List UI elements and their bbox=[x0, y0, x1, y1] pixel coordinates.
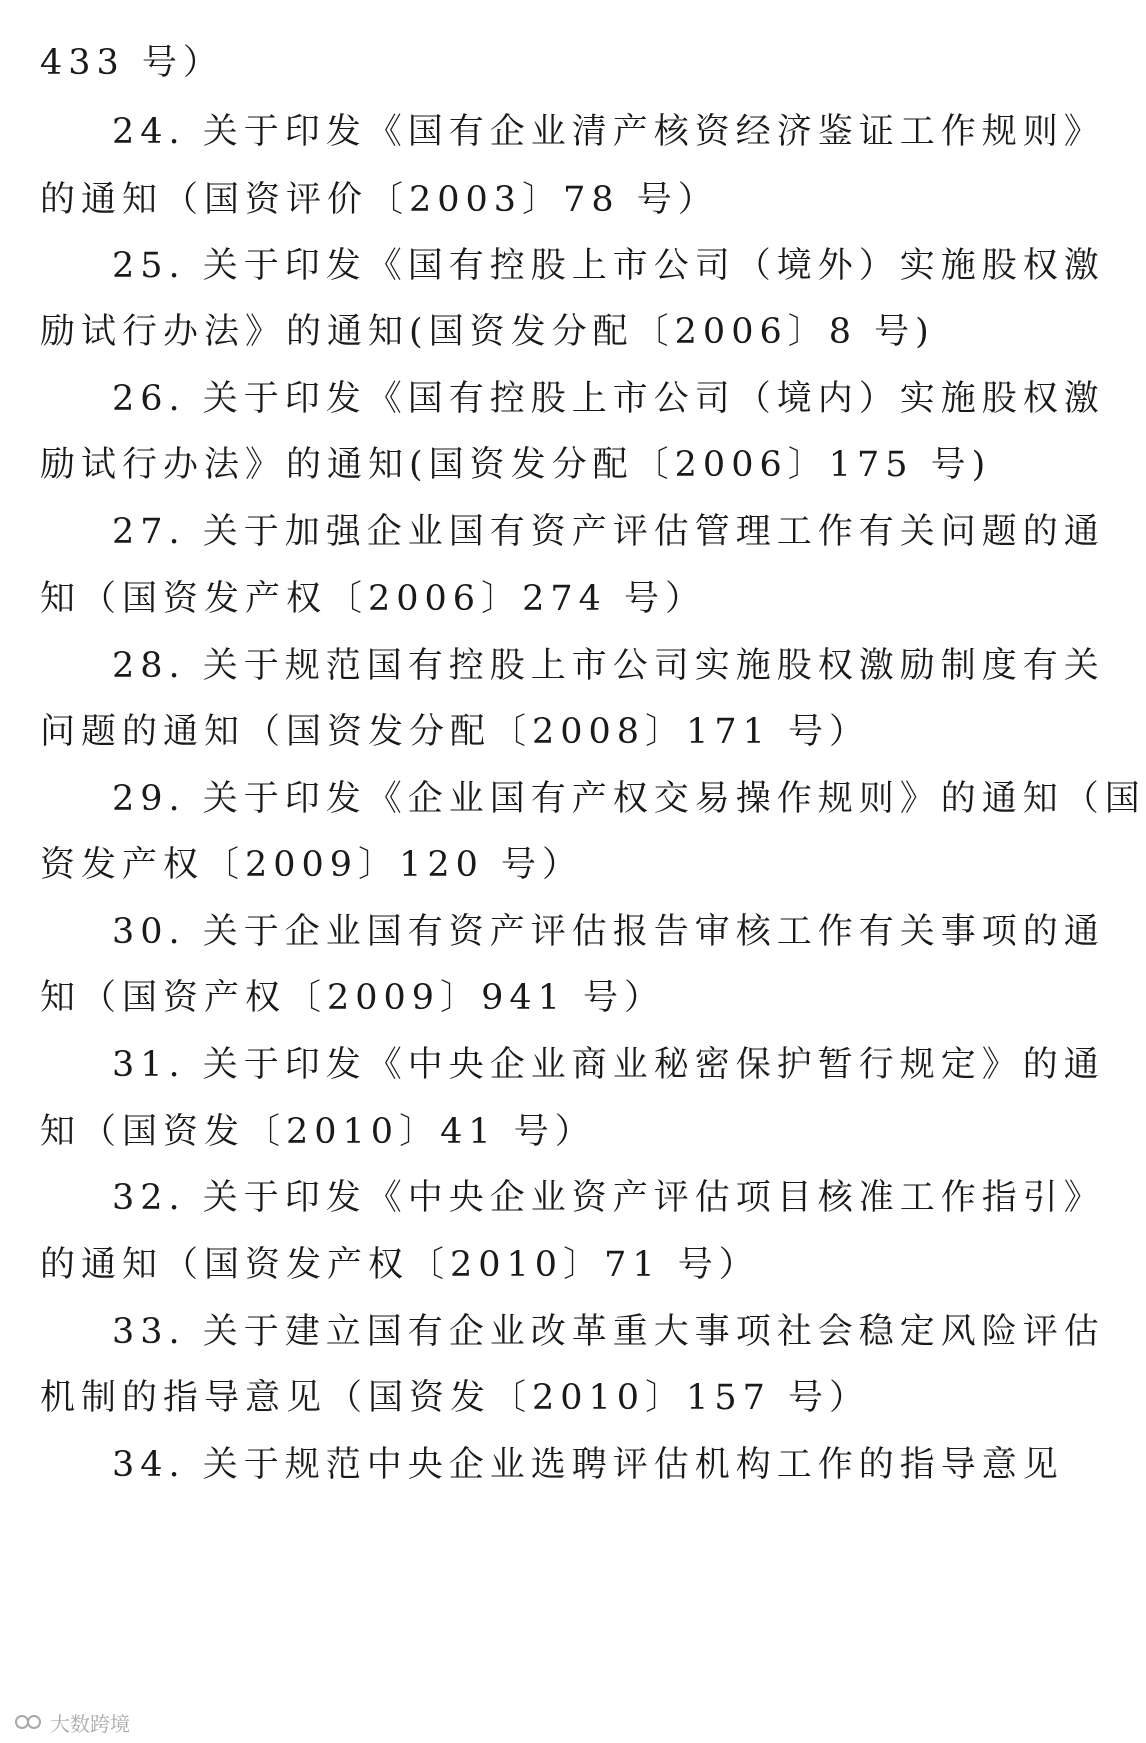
text-line-9: 知（国资发产权〔2006〕274 号） bbox=[40, 579, 707, 619]
text-line-2: 24. 关于印发《国有企业清产核资经济鉴证工作规则》 bbox=[112, 112, 1105, 152]
text-line-13: 资发产权〔2009〕120 号） bbox=[40, 845, 584, 885]
text-line-21: 机制的指导意见（国资发〔2010〕157 号） bbox=[40, 1378, 871, 1418]
text-line-14: 30. 关于企业国有资产评估报告审核工作有关事项的通 bbox=[112, 912, 1105, 952]
text-line-6: 26. 关于印发《国有控股上市公司（境内）实施股权激 bbox=[112, 379, 1105, 419]
text-line-12: 29. 关于印发《企业国有产权交易操作规则》的通知（国 bbox=[112, 779, 1146, 819]
text-line-8: 27. 关于加强企业国有资产评估管理工作有关问题的通 bbox=[112, 512, 1105, 552]
text-line-10: 28. 关于规范国有控股上市公司实施股权激励制度有关 bbox=[112, 646, 1105, 686]
text-line-1: 433 号） bbox=[40, 43, 224, 83]
text-line-20: 33. 关于建立国有企业改革重大事项社会稳定风险评估 bbox=[112, 1312, 1105, 1352]
text-line-18: 32. 关于印发《中央企业资产评估项目核准工作指引》 bbox=[112, 1178, 1105, 1218]
text-line-16: 31. 关于印发《中央企业商业秘密保护暂行规定》的通 bbox=[112, 1045, 1105, 1085]
text-line-11: 问题的通知（国资发分配〔2008〕171 号） bbox=[40, 712, 871, 752]
brand-logo-icon bbox=[14, 1711, 44, 1733]
watermark-text: 大数跨境 bbox=[50, 1711, 130, 1736]
text-line-3: 的通知（国资评价〔2003〕78 号） bbox=[40, 180, 719, 220]
text-line-17: 知（国资发〔2010〕41 号） bbox=[40, 1112, 596, 1152]
text-line-4: 25. 关于印发《国有控股上市公司（境外）实施股权激 bbox=[112, 246, 1105, 286]
text-line-19: 的通知（国资发产权〔2010〕71 号） bbox=[40, 1245, 760, 1285]
text-line-15: 知（国资产权〔2009〕941 号） bbox=[40, 978, 666, 1018]
text-line-5: 励试行办法》的通知(国资发分配〔2006〕8 号) bbox=[40, 312, 935, 352]
text-line-22: 34. 关于规范中央企业选聘评估机构工作的指导意见 bbox=[112, 1445, 1064, 1485]
watermark bbox=[14, 1708, 130, 1736]
text-line-7: 励试行办法》的通知(国资发分配〔2006〕175 号) bbox=[40, 445, 992, 485]
